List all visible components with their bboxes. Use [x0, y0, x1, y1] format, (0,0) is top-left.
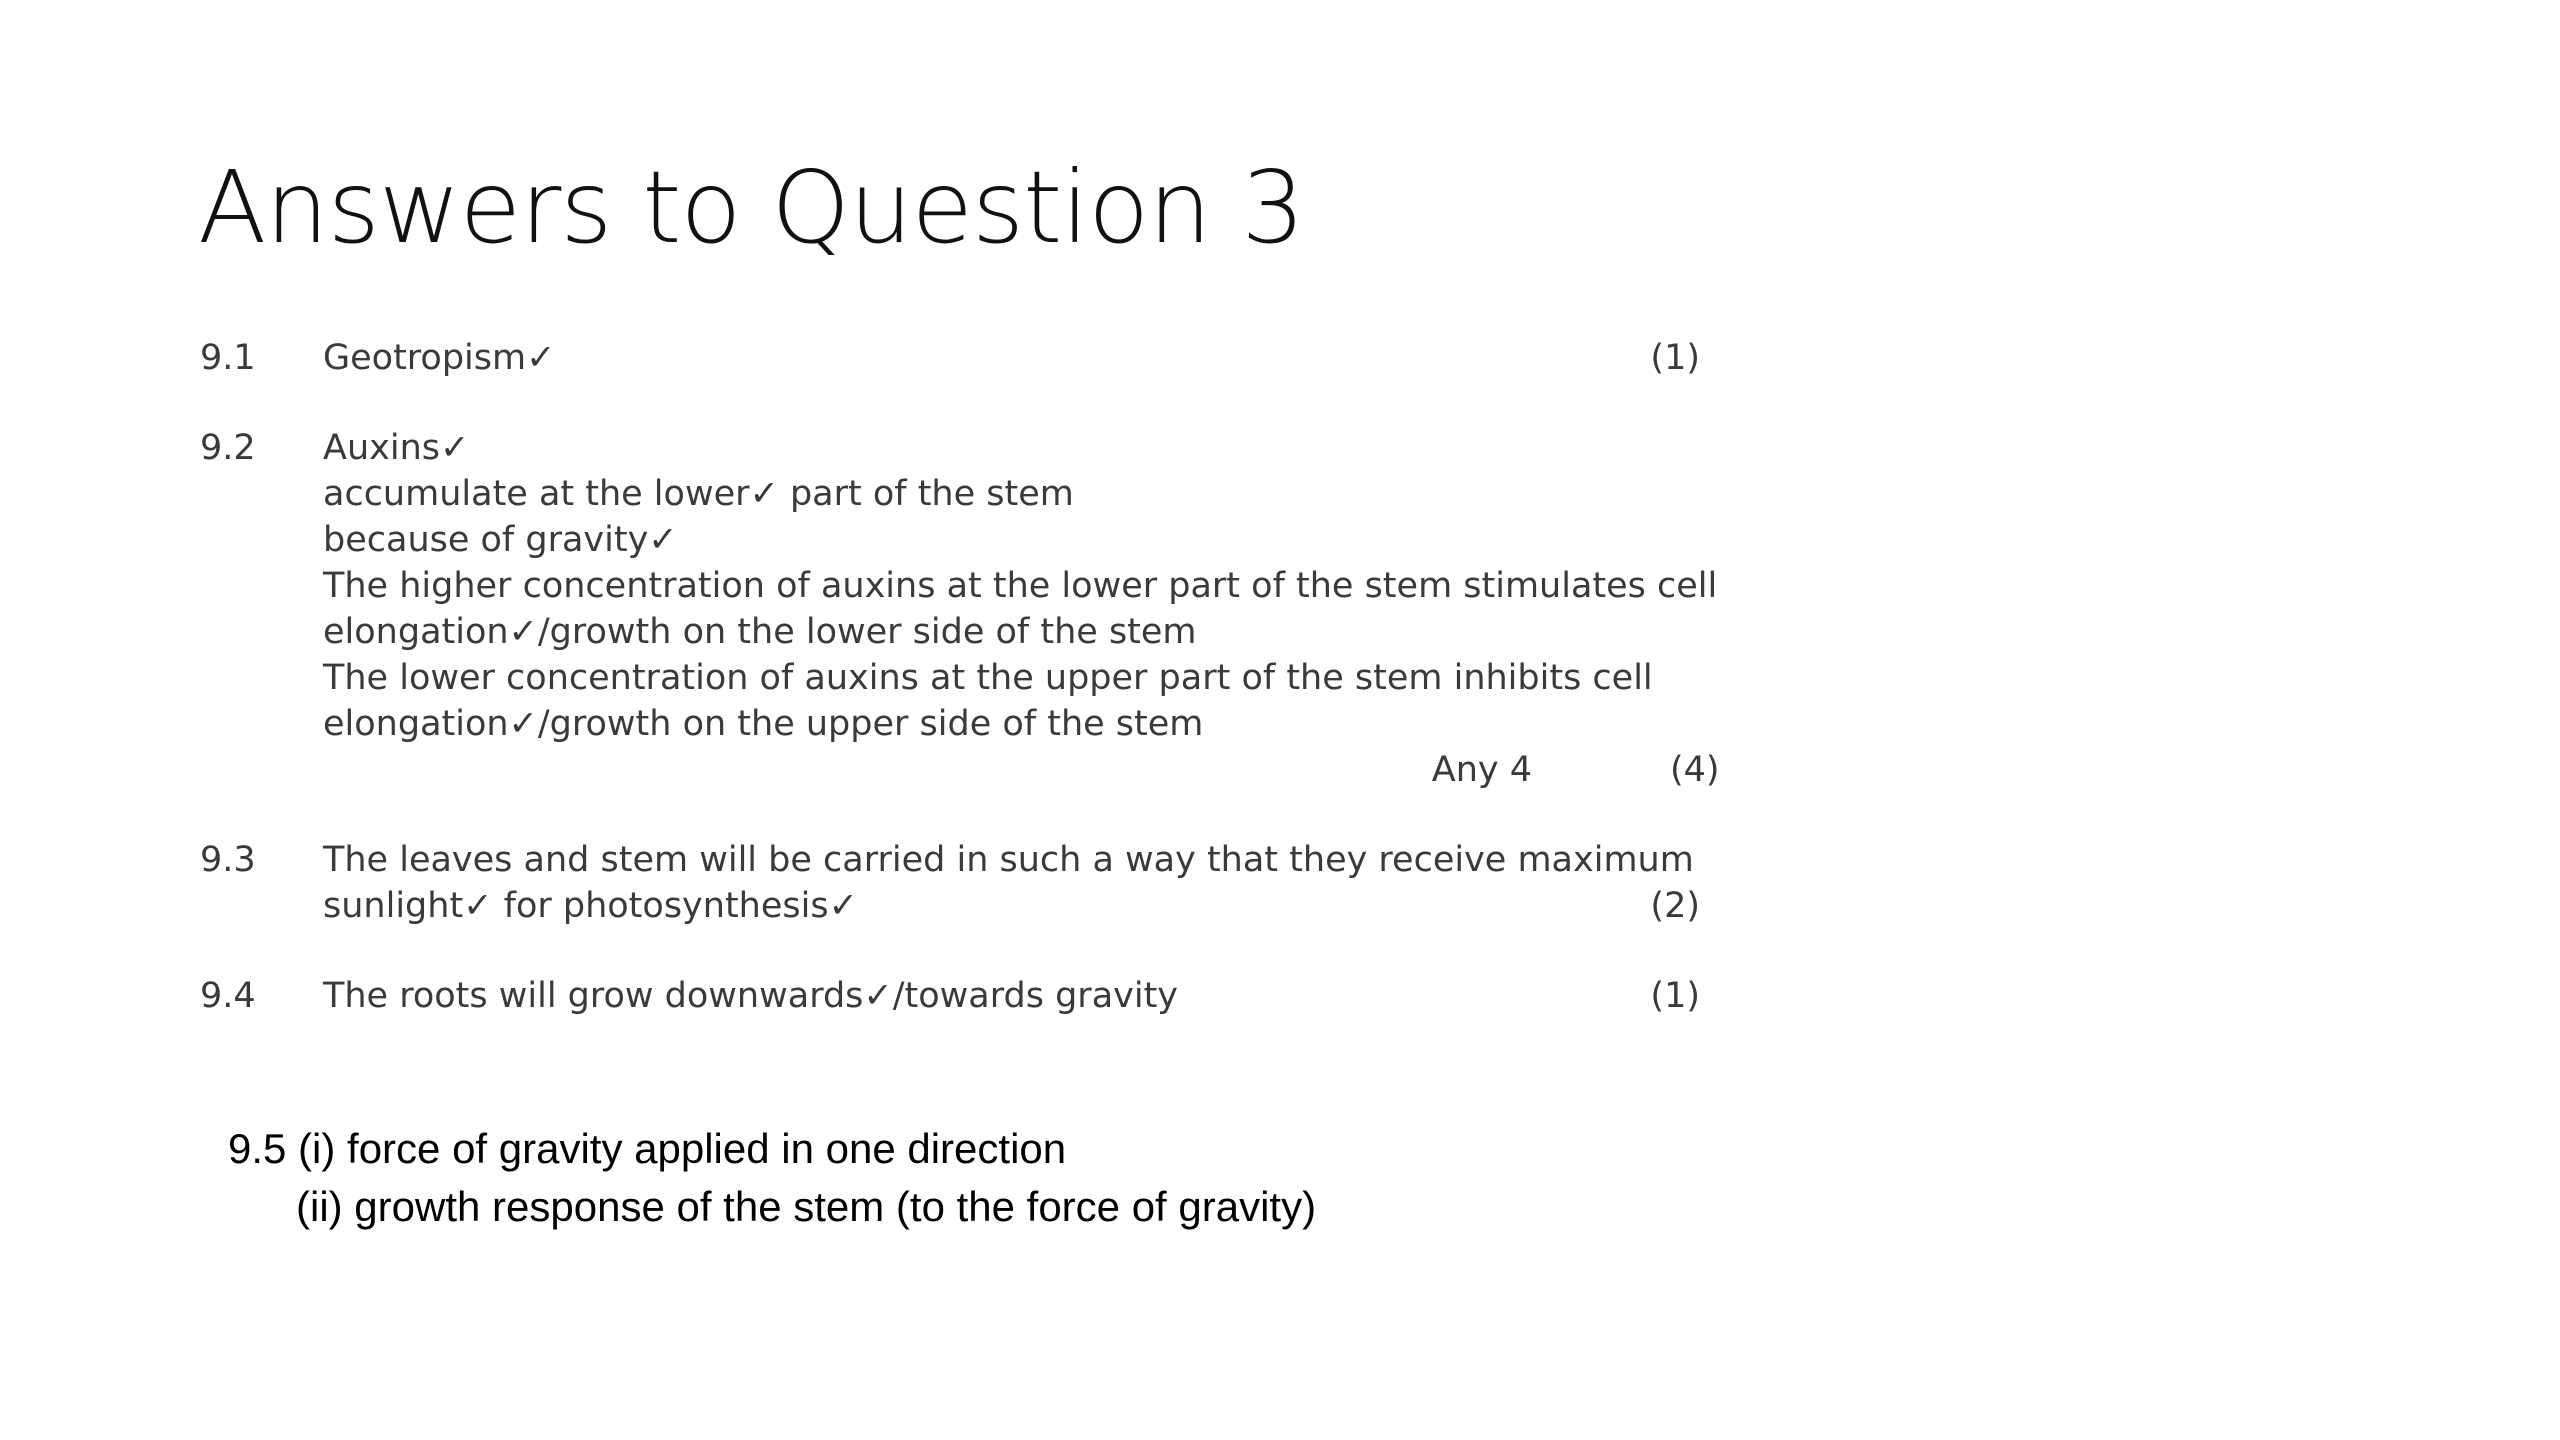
answer-text [323, 837, 1740, 929]
answer-line: accumulate at the lower✓ part of the stem [323, 474, 1074, 514]
answer-text [323, 335, 1740, 381]
answer-line: elongation✓/growth on the upper side of the stem [323, 704, 1204, 744]
answer-9-3 [200, 837, 1740, 929]
answer-text [323, 425, 1740, 793]
any-four-row [323, 747, 1740, 793]
mark-allocation: (4) [1670, 750, 1720, 790]
any-note: Any 4 [1431, 750, 1532, 790]
answer-9-4 [200, 973, 1740, 1019]
answer-line: The roots will grow downwards✓/towards gravity [323, 976, 1179, 1016]
answer-line: Auxins✓ [323, 428, 470, 468]
answer-line: Geotropism✓ [323, 338, 556, 378]
answer-9-5-line-2: (ii) growth response of the stem (to the force of gravity) [296, 1183, 1317, 1230]
question-number: 9.3 [200, 840, 256, 880]
answer-line: sunlight✓ for photosynthesis✓ [323, 886, 858, 926]
slide-title: Answers to Question 3 [198, 149, 1305, 266]
answer-9-2 [200, 425, 1740, 793]
scanned-answers [200, 335, 1740, 1063]
answer-line: elongation✓/growth on the lower side of the stem [323, 612, 1197, 652]
answer-line: because of gravity✓ [323, 520, 678, 560]
mark-allocation: (1) [1650, 338, 1700, 378]
answer-9-1 [200, 335, 1740, 381]
answer-line: The higher concentration of auxins at the lower part of the stem stimulates cell [323, 566, 1718, 606]
question-number: 9.2 [200, 428, 256, 468]
answer-9-5-line-1: 9.5 (i) force of gravity applied in one direction [228, 1125, 1067, 1172]
answer-text [323, 973, 1740, 1019]
mark-allocation: (2) [1650, 886, 1700, 926]
question-number: 9.4 [200, 976, 256, 1016]
mark-allocation: (1) [1650, 976, 1700, 1016]
answer-line: The lower concentration of auxins at the upper part of the stem inhibits cell [323, 658, 1653, 698]
answer-9-5 [228, 1120, 1316, 1236]
question-number: 9.1 [200, 338, 256, 378]
answer-line: The leaves and stem will be carried in such a way that they receive maximum [323, 840, 1694, 880]
